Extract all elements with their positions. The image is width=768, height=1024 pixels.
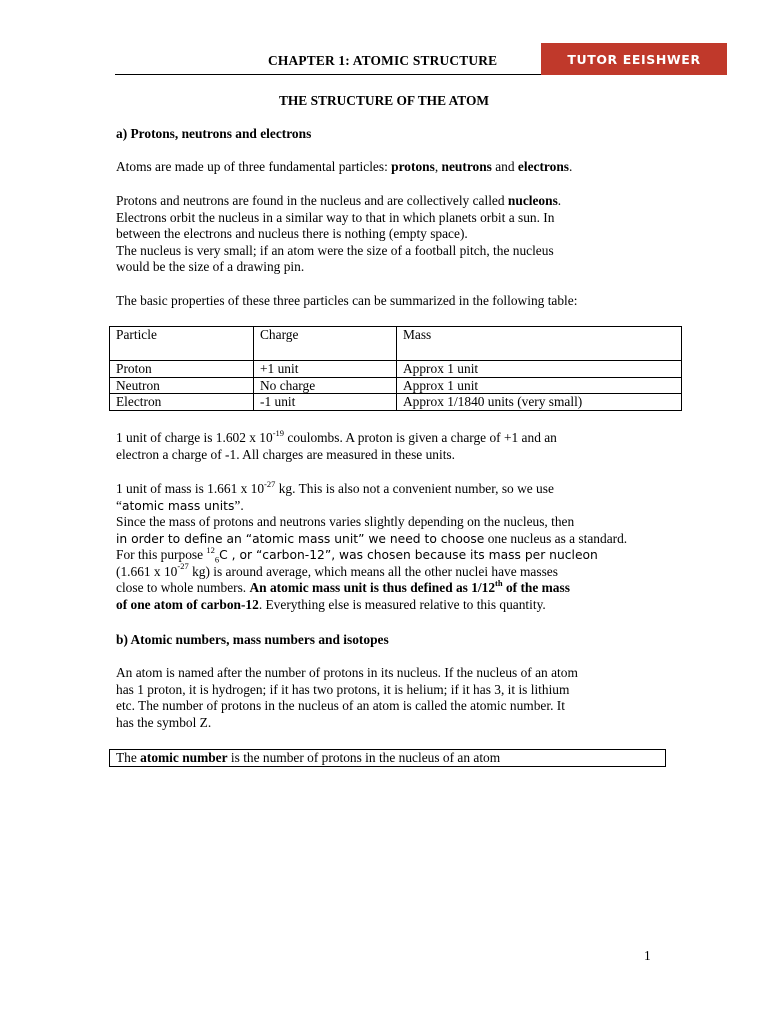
section-b-heading: b) Atomic numbers, mass numbers and isotopes [116,632,389,647]
table-cell: No charge [254,377,397,394]
term-neutrons: neutrons [441,159,492,174]
term-atomic-number: atomic number [140,750,228,765]
intro-paragraph [116,159,656,176]
mass-line-7 [116,577,656,597]
chapter-title: CHAPTER 1: ATOMIC STRUCTURE [268,53,498,68]
exponent: -19 [272,427,285,438]
table-header-cell: Particle [110,327,254,361]
text: . [557,193,562,208]
section-a-heading: a) Protons, neutrons and electrons [116,126,312,141]
amu-definition: of the mass [502,580,570,595]
mass-line-5 [116,544,656,565]
atomic-line-2: has 1 proton, it is hydrogen; if it has two protons, it is helium; if it has 3, it is lithium [116,681,570,697]
term-amu: atomic mass units [121,498,235,513]
text: . Everything else is measured relative to this quantity. [258,596,546,612]
table-header-row [110,327,682,361]
table-row [110,377,682,394]
intro-text: Atoms are made up of three fundamental particles: [116,159,392,174]
exponent: -27 [264,478,276,489]
header-divider [115,74,541,75]
intro-sep: , [434,159,442,174]
amu-definition: of one atom of carbon-12 [116,596,259,612]
table-header-cell: Charge [254,327,397,361]
text: (1.661 x 10 [116,563,178,579]
atomic-line-3: etc. The number of protons in the nucleus of an atom is called the atomic number. It [116,698,565,713]
mass-line-8 [116,597,656,614]
intro-end: . [569,159,573,174]
mass-line-1 [116,478,656,498]
nucleus-line-5: would be the size of a drawing pin. [116,259,305,274]
text: For this purpose [116,547,207,562]
mass-number: 12 [206,544,215,555]
table-intro: The basic properties of these three particles can be summarized in the following table: [116,293,578,308]
table-cell: Proton [110,361,254,378]
text: coulombs. A proton is given a charge of +1 and an [284,430,557,445]
text: in order to define an “atomic mass unit” we need to choose [116,531,485,546]
text: “ [116,497,122,513]
term-electrons: electrons [517,159,569,174]
text: The [116,750,141,765]
text: 1 unit of charge is 1.602 x 10 [116,430,273,445]
mass-line-2 [116,498,656,515]
atomic-number-definition-box [109,749,666,767]
atomic-line-1: An atom is named after the number of protons in its nucleus. If the nucleus of an atom [116,665,578,680]
page-title: THE STRUCTURE OF THE ATOM [278,93,490,108]
nucleus-line-4: The nucleus is very small; if an atom were the size of a football pitch, the nucleus [116,242,554,258]
charge-line-1 [116,427,656,447]
mass-paragraph [116,478,656,613]
table-row [110,361,682,378]
table-cell: Approx 1 unit [397,361,682,378]
text: kg. This is also not a convenient number, so we use [275,481,554,496]
table-cell: Neutron [110,377,254,394]
mass-line-3: Since the mass of protons and neutrons varies slightly depending on the nucleus, then [116,514,575,529]
atomic-number: 6 [214,554,220,565]
text: close to whole numbers. [116,580,250,595]
mass-line-6 [116,561,656,581]
text: kg) is around average, which means all the other nuclei have masses [188,563,558,579]
text: ”. [234,497,244,513]
text: one nucleus as a standard. [484,530,628,546]
mass-line-4 [116,531,656,548]
tutor-badge: TUTOR EEISHWER [541,43,727,75]
intro-sep: and [491,159,518,174]
table-cell: Approx 1/1840 units (very small) [397,394,682,411]
text: C , or “carbon-12”, was chosen because its mass per nucleon [219,548,598,562]
nucleus-line-1 [116,193,656,210]
term-nucleons: nucleons [507,193,558,208]
atomic-line-4: has the symbol Z. [116,714,212,730]
amu-definition: An atomic mass unit is thus defined as 1/12 [249,580,496,595]
exponent: -27 [177,561,189,572]
page-number: 1 [644,948,651,963]
nucleus-paragraph [116,193,656,276]
atomic-number-paragraph [116,665,656,731]
text: 1 unit of mass is 1.661 x 10 [116,481,265,496]
particle-properties-table [109,326,682,411]
term-protons: protons [391,159,435,174]
text: is the number of protons in the nucleus of an atom [227,750,501,765]
ordinal: th [495,577,503,588]
table-cell: Electron [110,394,254,411]
nucleus-line-2: Electrons orbit the nucleus in a similar way to that in which planets orbit a sun. In [116,209,555,225]
charge-paragraph [116,427,656,463]
nucleus-line-3: between the electrons and nucleus there is nothing (empty space). [116,226,468,241]
table-cell: +1 unit [254,361,397,378]
table-cell: Approx 1 unit [397,377,682,394]
text: Protons and neutrons are found in the nucleus and are collectively called [116,193,508,208]
charge-line-2: electron a charge of -1. All charges are measured in these units. [116,446,455,462]
table-cell: -1 unit [254,394,397,411]
table-row [110,394,682,411]
table-header-cell: Mass [397,327,682,361]
